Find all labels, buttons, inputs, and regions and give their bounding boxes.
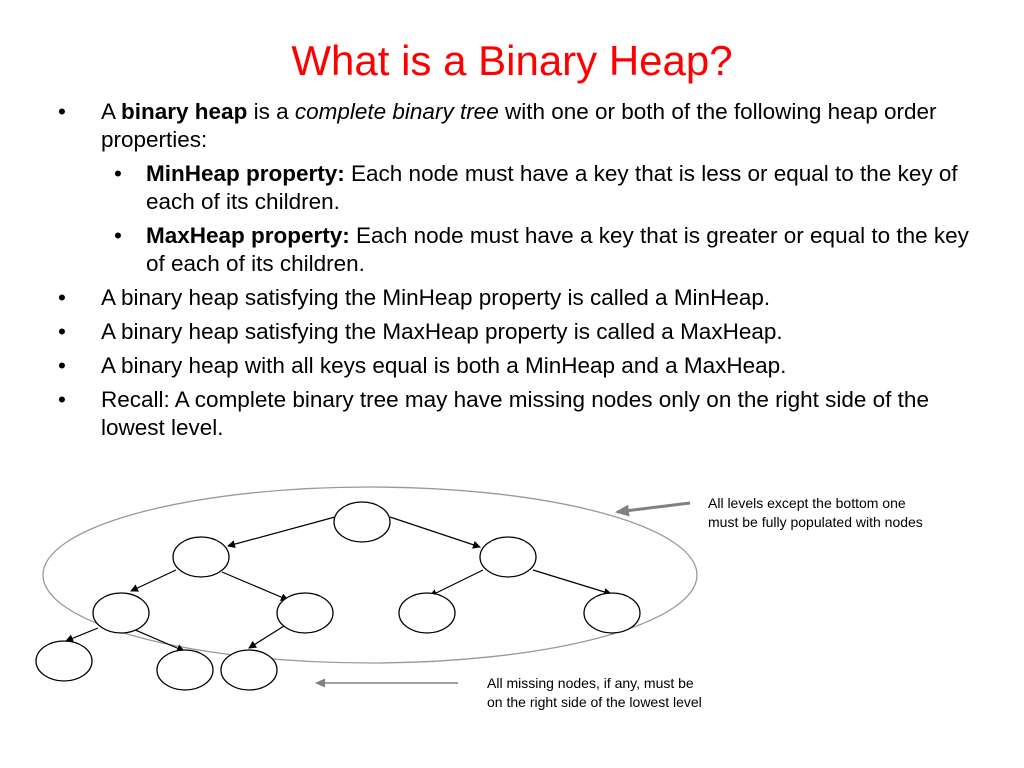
minheap-term: MinHeap property:	[146, 161, 345, 186]
tree-node	[584, 593, 640, 633]
callout-arrow-upper	[617, 503, 690, 512]
callout-lower-line1: All missing nodes, if any, must be	[487, 675, 694, 691]
tree-node	[93, 593, 149, 633]
tree-edge	[131, 570, 176, 591]
tree-node	[334, 502, 390, 542]
tree-node	[480, 537, 536, 577]
tree-node	[36, 641, 92, 681]
binary-heap-term: binary heap	[121, 99, 248, 124]
callout-lower-line2: on the right side of the lowest level	[487, 694, 702, 710]
tree-edge	[533, 570, 611, 594]
callout-upper-line2: must be fully populated with nodes	[708, 514, 923, 530]
bullet-dot: •	[114, 223, 122, 248]
bullet-text: Recall: A complete binary tree may have missing nodes only on the right side of the lowest level.	[101, 387, 929, 440]
tree-node	[157, 650, 213, 690]
bullet-text: A binary heap satisfying the MaxHeap property is called a MaxHeap.	[101, 319, 783, 344]
tree-edge	[66, 628, 98, 641]
definition-mid: is a	[247, 99, 295, 124]
maxheap-term: MaxHeap property:	[146, 223, 350, 248]
complete-binary-tree-term: complete binary tree	[294, 99, 499, 124]
callout-lower	[487, 674, 702, 712]
bullet-text: A binary heap with all keys equal is both a MinHeap and a MaxHeap.	[101, 353, 787, 378]
maxheap-text: Each node must have a key that is greater or equal to the key of each of its children.	[146, 223, 969, 276]
tree-node	[277, 593, 333, 633]
callout-upper	[708, 494, 923, 532]
tree-edge	[390, 517, 480, 547]
bullet-dot: •	[58, 99, 66, 124]
tree-edge	[222, 572, 288, 600]
tree-edge	[430, 570, 483, 596]
slide-title: What is a Binary Heap?	[291, 37, 733, 84]
bullet-dot: •	[58, 285, 66, 310]
bullet-dot: •	[58, 387, 66, 412]
minheap-text: Each node must have a key that is less or equal to the key of each of its children.	[146, 161, 958, 214]
definition-prefix: A	[101, 99, 122, 124]
callout-upper-line1: All levels except the bottom one	[708, 495, 906, 511]
tree-node	[173, 537, 229, 577]
definition-suffix: with one or both of the following heap order properties:	[101, 99, 937, 152]
bullet-dot: •	[58, 353, 66, 378]
tree-edge	[249, 626, 284, 648]
tree-edge	[228, 517, 335, 546]
bullet-dot: •	[58, 319, 66, 344]
tree-node	[399, 593, 455, 633]
tree-node	[221, 650, 277, 690]
bullet-dot: •	[114, 161, 122, 186]
bullet-text: A binary heap satisfying the MinHeap property is called a MinHeap.	[101, 285, 771, 310]
